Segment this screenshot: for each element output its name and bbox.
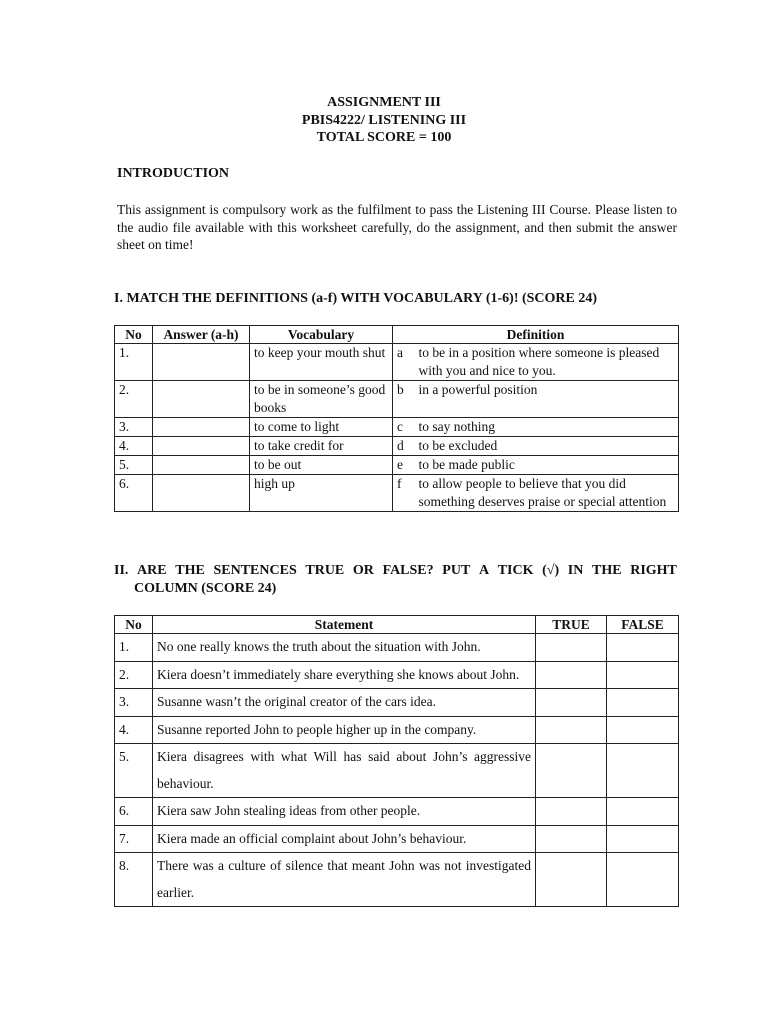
row-number: 1.	[115, 344, 153, 381]
table-row	[115, 825, 679, 853]
heading-word: FALSE?	[382, 563, 434, 578]
vocabulary-cell: to take credit for	[250, 437, 393, 456]
row-number: 6.	[115, 475, 153, 512]
row-number: 5.	[115, 456, 153, 475]
row-number: 5.	[115, 744, 153, 798]
definition-letter: b	[393, 381, 419, 418]
statement-cell: There was a culture of silence that meant John was not investigated earlier.	[153, 853, 536, 907]
introduction-paragraph: This assignment is compulsory work as the fulfilment to pass the Listening III Course. Please listen to the audio file available with this worksheet carefully, do the assignment, and then submit the answer sheet on time!	[117, 202, 677, 252]
table-row	[115, 853, 679, 907]
column-header-no: No	[115, 326, 153, 344]
section-2-heading-line-1	[114, 562, 677, 580]
row-number: 8.	[115, 853, 153, 907]
false-checkbox-cell[interactable]	[607, 661, 679, 689]
heading-word: OR	[352, 563, 374, 578]
column-header-false: FALSE	[607, 616, 679, 634]
definition-letter: e	[393, 456, 419, 475]
table-header-row	[115, 616, 679, 634]
definition-cell: to say nothing	[419, 418, 679, 437]
statement-cell: Kiera made an official complaint about John’s behaviour.	[153, 825, 536, 853]
table-row	[115, 744, 679, 798]
definition-letter: c	[393, 418, 419, 437]
definition-cell: to be in a position where someone is pleased with you and nice to you.	[419, 344, 679, 381]
row-number: 3.	[115, 689, 153, 717]
definition-letter: d	[393, 437, 419, 456]
answer-cell[interactable]	[153, 344, 250, 381]
row-number: 1.	[115, 634, 153, 662]
row-number: 6.	[115, 798, 153, 826]
definition-cell: to be made public	[419, 456, 679, 475]
table-row	[115, 475, 679, 512]
vocabulary-cell: to be in someone’s good books	[250, 381, 393, 418]
true-checkbox-cell[interactable]	[536, 661, 607, 689]
vocabulary-cell: to keep your mouth shut	[250, 344, 393, 381]
definition-cell: to allow people to believe that you did something deserves praise or special attention	[419, 475, 679, 512]
table-row	[115, 661, 679, 689]
row-number: 4.	[115, 716, 153, 744]
heading-word: RIGHT	[630, 563, 677, 578]
heading-word: II.	[114, 563, 129, 578]
heading-word: (√)	[542, 563, 560, 578]
table-header-row	[115, 326, 679, 344]
vocabulary-cell: high up	[250, 475, 393, 512]
answer-cell[interactable]	[153, 381, 250, 418]
table-row	[115, 344, 679, 381]
heading-word: A	[478, 563, 490, 578]
definition-cell: in a powerful position	[419, 381, 679, 418]
table-row	[115, 381, 679, 418]
table-row	[115, 798, 679, 826]
definition-letter: f	[393, 475, 419, 512]
definition-letter: a	[393, 344, 419, 381]
answer-cell[interactable]	[153, 437, 250, 456]
statement-cell: Susanne wasn’t the original creator of the cars idea.	[153, 689, 536, 717]
row-number: 3.	[115, 418, 153, 437]
heading-word: TICK	[497, 563, 534, 578]
section-2-heading	[114, 562, 677, 598]
true-false-table	[114, 615, 679, 907]
column-header-no: No	[115, 616, 153, 634]
true-checkbox-cell[interactable]	[536, 825, 607, 853]
heading-word: THE	[175, 563, 205, 578]
false-checkbox-cell[interactable]	[607, 825, 679, 853]
heading-word: ARE	[137, 563, 167, 578]
table-row	[115, 418, 679, 437]
vocabulary-matching-table	[114, 325, 679, 512]
true-checkbox-cell[interactable]	[536, 798, 607, 826]
false-checkbox-cell[interactable]	[607, 853, 679, 907]
true-checkbox-cell[interactable]	[536, 716, 607, 744]
heading-word: TRUE	[305, 563, 345, 578]
column-header-statement: Statement	[153, 616, 536, 634]
table-row	[115, 437, 679, 456]
statement-cell: Kiera disagrees with what Will has said about John’s aggressive behaviour.	[153, 744, 536, 798]
introduction-heading: INTRODUCTION	[117, 166, 230, 181]
statement-cell: Susanne reported John to people higher up in the company.	[153, 716, 536, 744]
row-number: 7.	[115, 825, 153, 853]
column-header-definition: Definition	[393, 326, 679, 344]
section-2-heading-line-2: COLUMN (SCORE 24)	[134, 581, 277, 596]
true-checkbox-cell[interactable]	[536, 744, 607, 798]
answer-cell[interactable]	[153, 475, 250, 512]
false-checkbox-cell[interactable]	[607, 744, 679, 798]
column-header-vocabulary: Vocabulary	[250, 326, 393, 344]
answer-cell[interactable]	[153, 418, 250, 437]
row-number: 2.	[115, 381, 153, 418]
column-header-true: TRUE	[536, 616, 607, 634]
column-header-answer: Answer (a-h)	[153, 326, 250, 344]
row-number: 4.	[115, 437, 153, 456]
true-checkbox-cell[interactable]	[536, 634, 607, 662]
statement-cell: No one really knows the truth about the situation with John.	[153, 634, 536, 662]
answer-cell[interactable]	[153, 456, 250, 475]
false-checkbox-cell[interactable]	[607, 798, 679, 826]
heading-word: PUT	[442, 563, 471, 578]
table-row	[115, 716, 679, 744]
section-1-heading: I. MATCH THE DEFINITIONS (a-f) WITH VOCABULARY (1-6)! (SCORE 24)	[114, 291, 598, 306]
total-score: TOTAL SCORE = 100	[316, 130, 452, 145]
row-number: 2.	[115, 661, 153, 689]
vocabulary-cell: to come to light	[250, 418, 393, 437]
statement-cell: Kiera saw John stealing ideas from other people.	[153, 798, 536, 826]
vocabulary-cell: to be out	[250, 456, 393, 475]
course-code: PBIS4222/ LISTENING III	[301, 112, 467, 128]
false-checkbox-cell[interactable]	[607, 689, 679, 717]
heading-word: THE	[592, 563, 622, 578]
table-row	[115, 689, 679, 717]
table-row	[115, 634, 679, 662]
heading-word: IN	[567, 563, 584, 578]
assignment-title: ASSIGNMENT III	[327, 95, 441, 110]
assignment-header	[0, 94, 768, 147]
heading-word: SENTENCES	[213, 563, 297, 578]
false-checkbox-cell[interactable]	[607, 716, 679, 744]
false-checkbox-cell[interactable]	[607, 634, 679, 662]
table-row	[115, 456, 679, 475]
statement-cell: Kiera doesn’t immediately share everything she knows about John.	[153, 661, 536, 689]
true-checkbox-cell[interactable]	[536, 689, 607, 717]
definition-cell: to be excluded	[419, 437, 679, 456]
true-checkbox-cell[interactable]	[536, 853, 607, 907]
